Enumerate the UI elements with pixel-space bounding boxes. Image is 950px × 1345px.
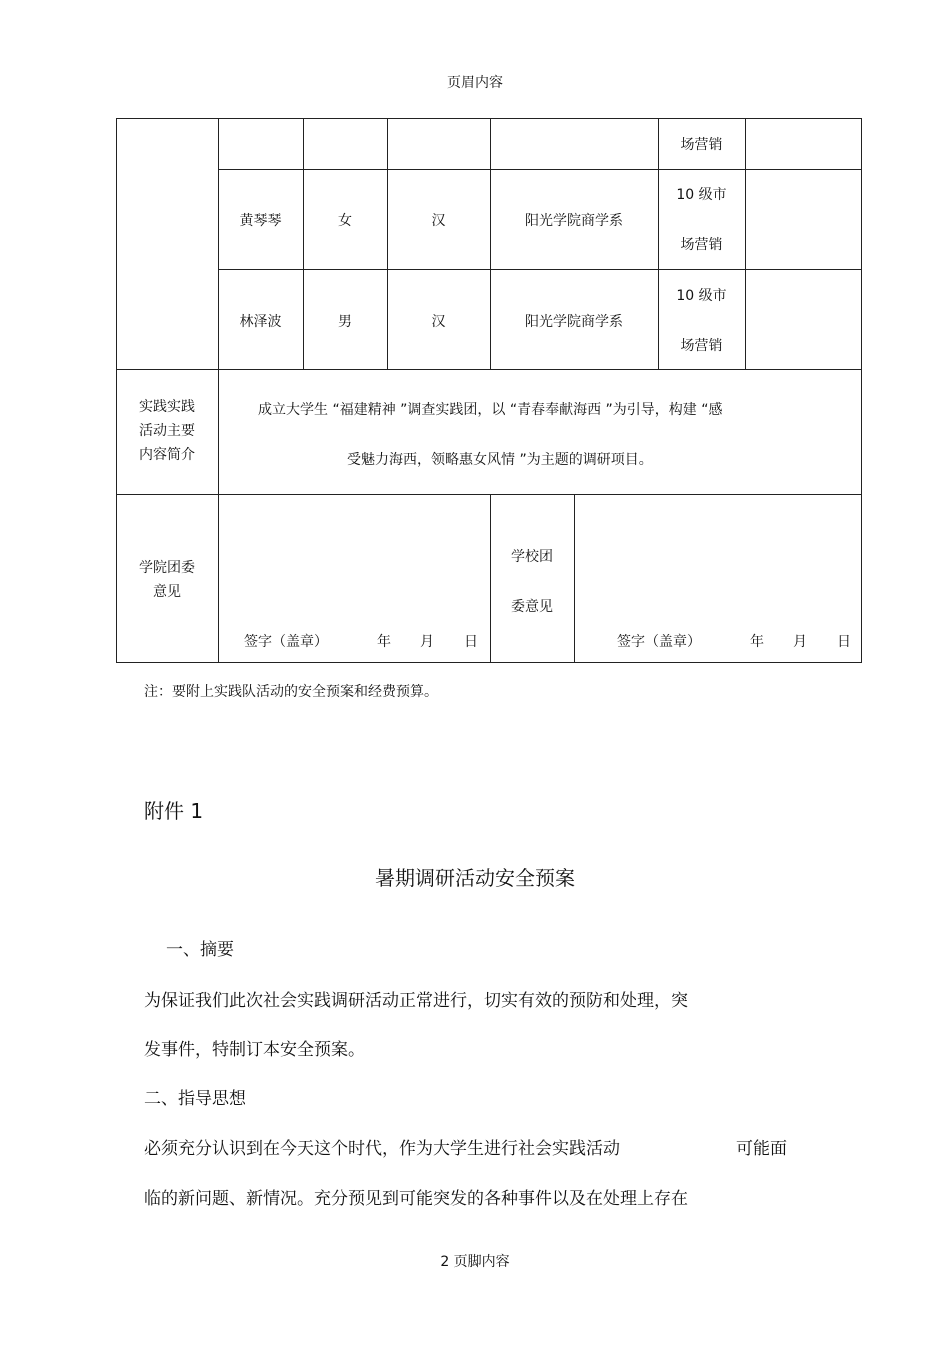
- member-name: 黄琴琴: [239, 213, 282, 229]
- college-sign-month: 月: [420, 634, 434, 650]
- member-name: 林泽波: [239, 314, 282, 330]
- member-major-line2: 场营销: [680, 237, 723, 253]
- member-college: 阳光学院商学系: [525, 213, 623, 229]
- section-heading-guidance: 二、指导思想: [144, 1089, 246, 1109]
- row0-major-cell: 场营销: [680, 137, 723, 153]
- college-sign-day: 日: [464, 634, 478, 650]
- summary-line-2: 受魅力海西，领略惠女风情 ”为主题的调研项目。: [347, 452, 653, 468]
- summary-label: 实践实践 活动主要 内容简介: [139, 399, 195, 463]
- member-ethnicity: 汉: [431, 213, 446, 229]
- page-footer: 2 页脚内容: [440, 1254, 510, 1270]
- paragraph-line-tail: 可能面: [736, 1139, 787, 1159]
- member-gender: 女: [338, 213, 352, 229]
- college-sign-label: 签字（盖章）: [244, 634, 328, 650]
- school-committee-label-line1: 学校团: [511, 549, 553, 565]
- member-gender: 男: [338, 314, 352, 330]
- college-committee-label: 学院团委 意见: [139, 560, 195, 600]
- table-note: 注：要附上实践队活动的安全预案和经费预算。: [144, 684, 438, 700]
- school-sign-year: 年: [750, 634, 764, 650]
- member-major-line2: 场营销: [680, 338, 723, 354]
- paragraph-line: 为保证我们此次社会实践调研活动正常进行，切实有效的预防和处理，突: [144, 991, 688, 1011]
- summary-line-1: 成立大学生 “福建精神 ”调查实践团，以 “青春奉献海西 ”为引导，构建 “感: [258, 402, 723, 418]
- paragraph-line: 必须充分认识到在今天这个时代，作为大学生进行社会实践活动: [144, 1139, 620, 1159]
- section-heading-summary: 一、摘要: [166, 940, 234, 960]
- member-college: 阳光学院商学系: [525, 314, 623, 330]
- school-sign-month: 月: [793, 634, 807, 650]
- member-major-line1: 10 级市: [676, 187, 727, 203]
- school-committee-label-line2: 委意见: [511, 599, 553, 615]
- school-sign-label: 签字（盖章）: [617, 634, 701, 650]
- college-sign-year: 年: [377, 634, 391, 650]
- attachment-label: 附件 1: [144, 799, 204, 823]
- paragraph-line: 发事件，特制订本安全预案。: [144, 1040, 365, 1060]
- document-title: 暑期调研活动安全预案: [375, 866, 575, 890]
- page-header: 页眉内容: [447, 75, 503, 91]
- member-ethnicity: 汉: [431, 314, 446, 330]
- member-major-line1: 10 级市: [676, 288, 727, 304]
- paragraph-line: 临的新问题、新情况。充分预见到可能突发的各种事件以及在处理上存在: [144, 1189, 688, 1209]
- school-sign-day: 日: [837, 634, 851, 650]
